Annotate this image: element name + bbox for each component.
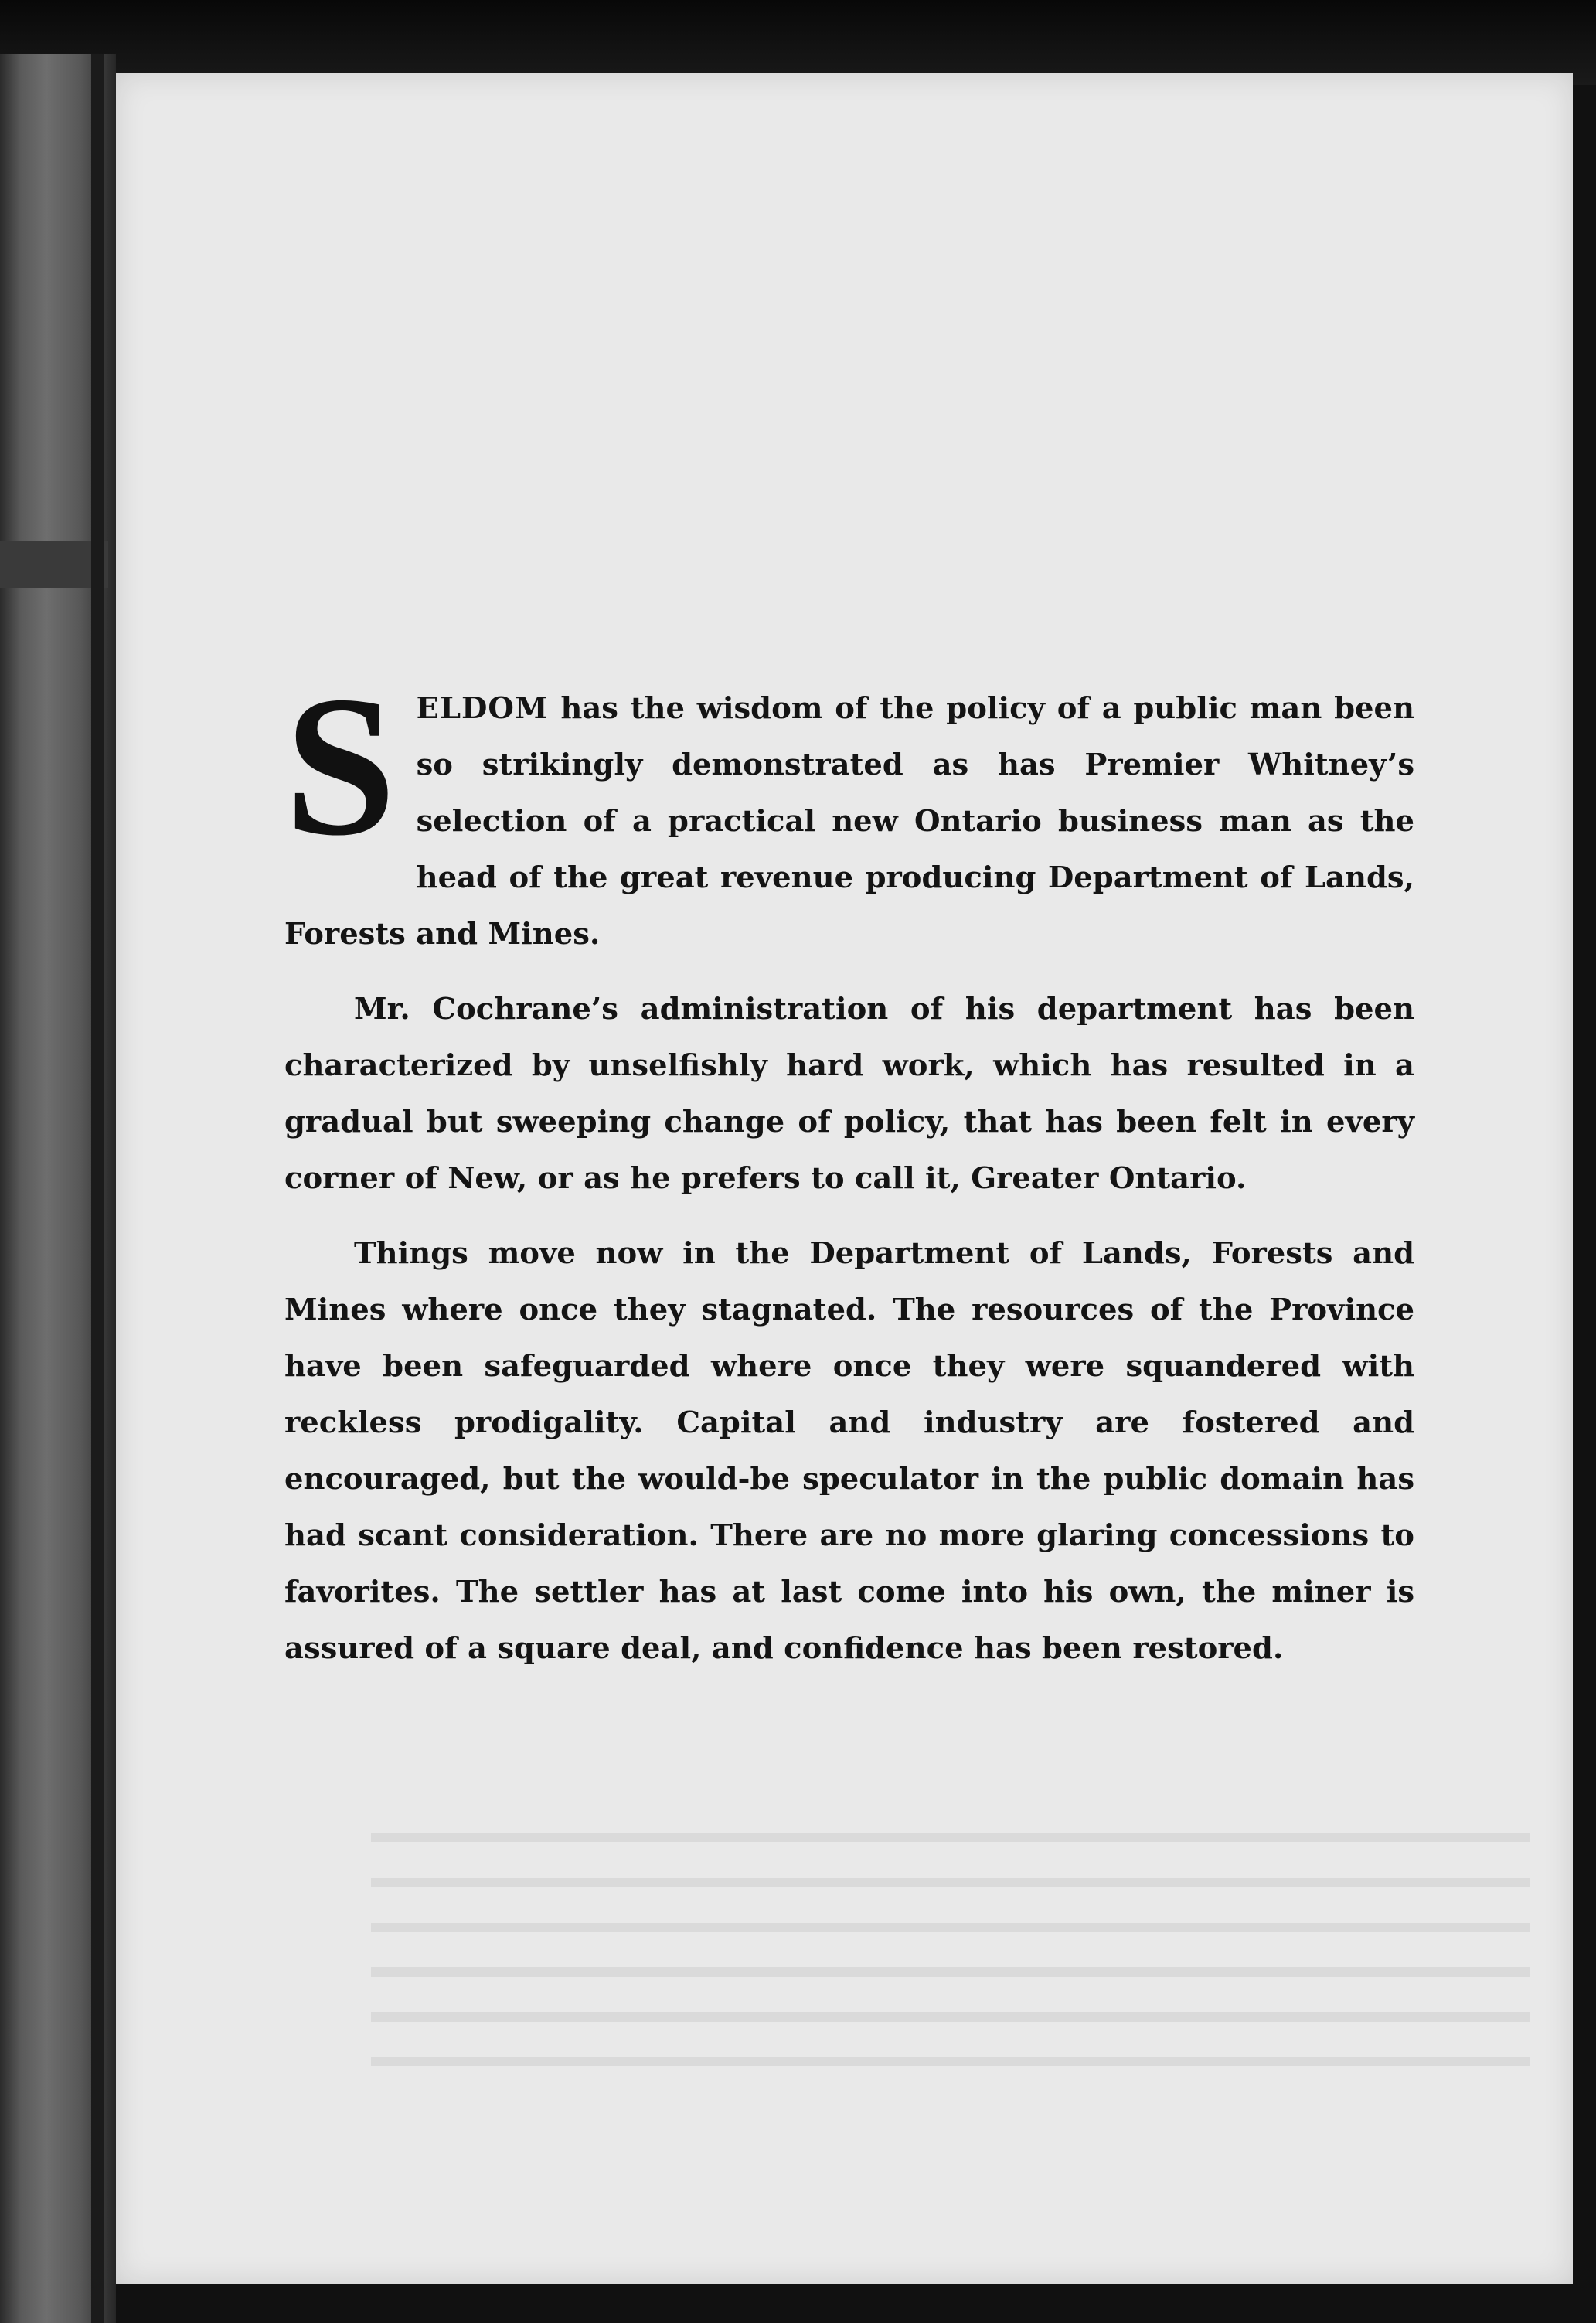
paragraph-2: Mr. Cochrane’s administration of his department has been characterized by unselfishly hard work, which has resulted in a gradual but sweeping change of policy, that has been felt in every corner of New, or as he prefers to call it, Greater Ontario. [284, 992, 1414, 1196]
show-through-lines [371, 1797, 1530, 2076]
body-text [284, 655, 1414, 1695]
first-word-rest: ELDOM [416, 691, 549, 726]
paragraph-1-text: has the wisdom of the policy of a public man been so strikingly demonstrated as has Premier Whitney’s selection of a practical new Ontario business man as the head of the great revenue producing Department of Lands, Forests and Mines. [284, 691, 1414, 952]
drop-cap: S [284, 655, 396, 877]
binding-stripe [91, 54, 104, 2323]
paragraph-1 [284, 655, 1414, 962]
paragraph-3: Things move now in the Department of Lands, Forests and Mines where once they stagnated. The resources of the Province have been safeguarded where once they were squandered with reckless prodigality. Capital and industry are fostered and encouraged, but the would-be speculator in the public domain has had scant consideration. There are no more glaring concessions to favorites. The settler has at last come into his own, the miner is assured of a square deal, and confidence has been restored. [284, 1236, 1414, 1666]
scan-background-top [0, 0, 1596, 85]
